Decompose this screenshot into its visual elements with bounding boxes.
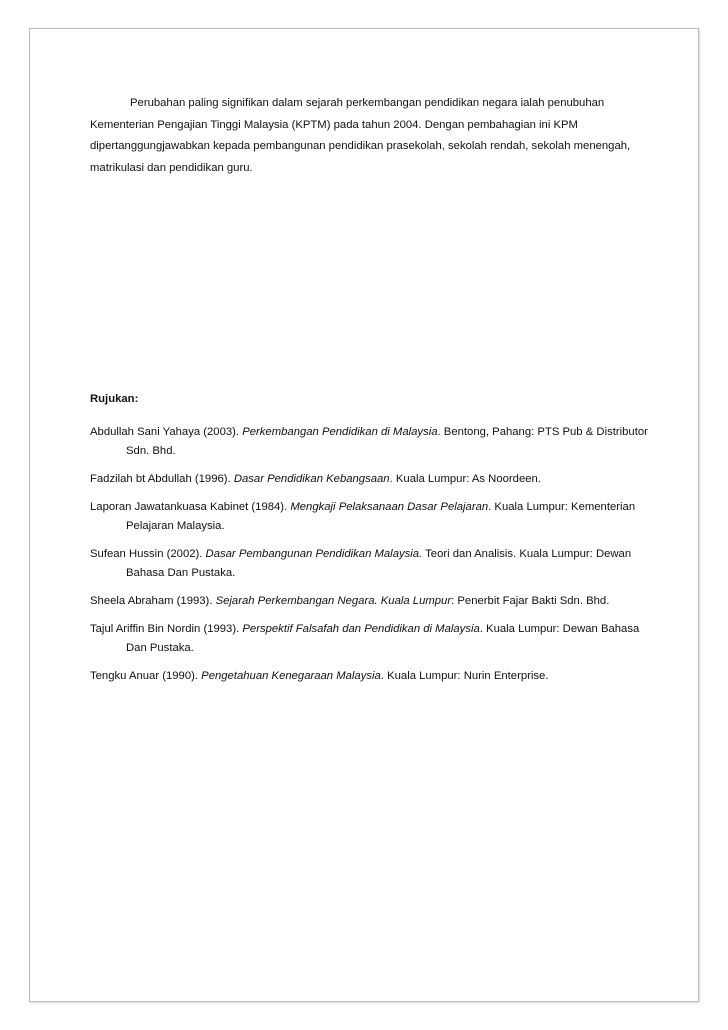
reference-title: Perspektif Falsafah dan Pendidikan di Malaysia (242, 623, 480, 635)
references-heading: Rujukan: (90, 393, 139, 405)
reference-title: Mengkaji Pelaksanaan Dasar Pelajaran (290, 501, 489, 513)
reference-author: Fadzilah bt Abdullah (1996). (90, 473, 234, 485)
body-section (90, 93, 650, 179)
reference-title: Perkembangan Pendidikan di Malaysia (242, 426, 438, 438)
reference-publisher: Teori dan Analisis. Kuala Lumpur: Dewan Bahasa Dan Pustaka. (126, 548, 632, 579)
reference-title: Dasar Pendidikan Kebangsaan (233, 473, 390, 485)
reference-author: Sufean Hussin (2002). (90, 548, 206, 560)
reference-publisher: . Kuala Lumpur: Kementerian Pelajaran Malaysia. (126, 501, 636, 532)
reference-item (90, 592, 650, 611)
reference-author: Tengku Anuar (1990). (90, 670, 202, 682)
reference-item (90, 470, 650, 489)
reference-author: Laporan Jawatankuasa Kabinet (1984). (90, 501, 291, 513)
reference-title: Dasar Pembangunan Pendidikan Malaysia. (205, 548, 423, 560)
reference-item (90, 498, 650, 536)
reference-publisher: . Kuala Lumpur: Nurin Enterprise. (380, 670, 549, 682)
reference-author: Abdullah Sani Yahaya (2003). (90, 426, 243, 438)
reference-item (90, 545, 650, 583)
reference-title: Pengetahuan Kenegaraan Malaysia (201, 670, 381, 682)
reference-author: Tajul Ariffin Bin Nordin (1993). (90, 623, 243, 635)
references-list (90, 423, 650, 695)
reference-item (90, 667, 650, 686)
reference-item (90, 620, 650, 658)
reference-publisher: . Kuala Lumpur: Dewan Bahasa Dan Pustaka. (126, 623, 640, 654)
reference-item (90, 423, 650, 461)
reference-publisher: . Kuala Lumpur: As Noordeen. (389, 473, 541, 485)
reference-author: Sheela Abraham (1993). (90, 595, 216, 607)
reference-publisher: : Penerbit Fajar Bakti Sdn. Bhd. (451, 595, 610, 607)
document-page (29, 28, 699, 1002)
body-paragraph: Perubahan paling signifikan dalam sejarah perkembangan pendidikan negara ialah penubuhan Kementerian Pengajian Tinggi Malaysia (KPTM) pada tahun 2004. Dengan pembahagian ini KPM dipertanggungjawabkan kepada pembangunan pendidikan prasekolah, sekolah rendah, sekolah menengah, matrikulasi dan pendidikan guru. (90, 97, 631, 174)
reference-publisher: . Bentong, Pahang: PTS Pub & Distributor Sdn. Bhd. (126, 426, 648, 457)
reference-title: Sejarah Perkembangan Negara. Kuala Lumpur (215, 595, 452, 607)
